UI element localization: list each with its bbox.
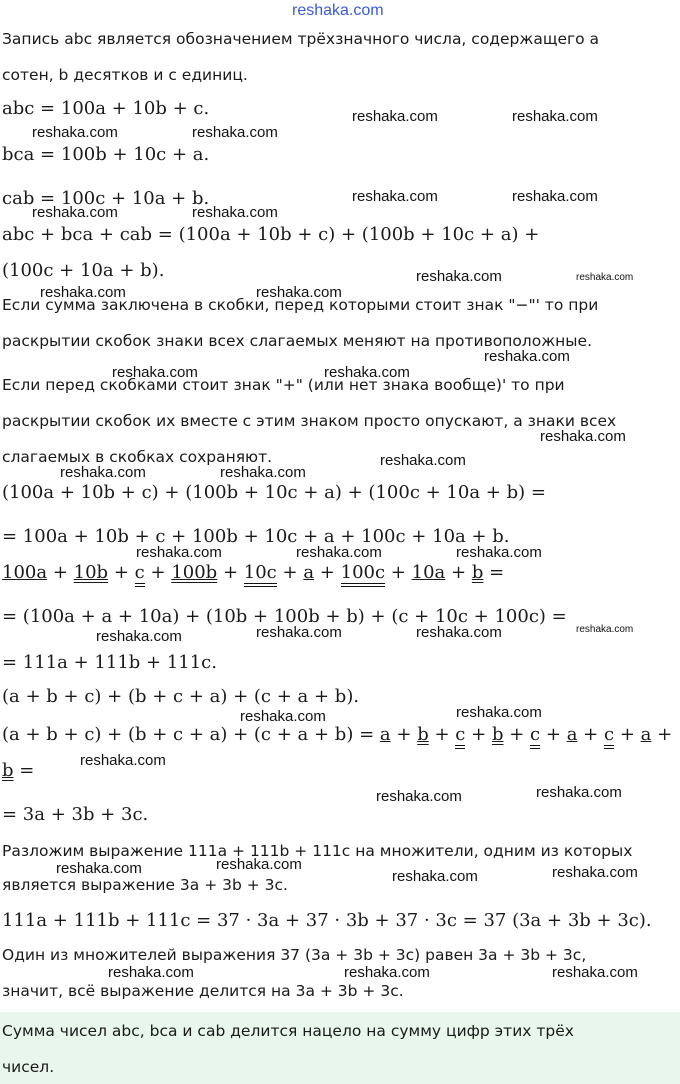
term: b (417, 724, 429, 745)
term: a (640, 724, 652, 745)
plus-sign: + (471, 724, 487, 745)
text-line: Один из множителей выражения 37 (3a + 3b + 3c) равен 3a + 3b + 3c, (2, 946, 587, 964)
equation-line: bca = 100b + 10c + a. (2, 144, 210, 165)
plus-sign: + (113, 562, 129, 583)
watermark: reshaka.com (256, 284, 342, 301)
watermark: reshaka.com (392, 868, 478, 885)
watermark: reshaka.com (296, 544, 382, 561)
conclusion-box (0, 1012, 680, 1084)
equation-line: (100c + 10a + b). (2, 260, 165, 281)
equals-sign: = (19, 760, 35, 781)
watermark: reshaka.com (60, 464, 146, 481)
term: 10c (244, 562, 277, 587)
watermark: reshaka.com (192, 204, 278, 221)
watermark: reshaka.com (512, 188, 598, 205)
plus-sign: + (390, 562, 406, 583)
equation-line: cab = 100c + 10a + b. (2, 188, 210, 209)
watermark: reshaka.com (352, 108, 438, 125)
underlined-letters-line-cont (2, 760, 34, 781)
watermark: reshaka.com (80, 752, 166, 769)
watermark: reshaka.com (456, 544, 542, 561)
term: b (2, 760, 14, 781)
equation-line: (100a + 10b + c) + (100b + 10c + a) + (100c + 10a + b) = (2, 482, 546, 503)
watermark: reshaka.com (192, 124, 278, 141)
watermark: reshaka.com (552, 964, 638, 981)
text-line: Если перед скобками стоит знак "+" (или нет знака вообще)' то при (2, 376, 565, 394)
watermark: reshaka.com (220, 464, 306, 481)
plus-sign: + (282, 562, 298, 583)
equation-line: = (100a + a + 10a) + (10b + 100b + b) + (c + 10c + 100c) = (2, 606, 567, 627)
watermark[interactable]: reshaka.com (292, 2, 384, 19)
plus-sign: + (222, 562, 239, 583)
text-line: раскрытии скобок их вместе с этим знаком просто опускают, а знаки всех (2, 412, 617, 430)
plus-sign: + (319, 562, 335, 583)
text-line: сотен, b десятков и c единиц. (2, 66, 248, 84)
watermark: reshaka.com (540, 428, 626, 445)
term: c (530, 724, 540, 749)
term: 10b (73, 562, 109, 583)
watermark: reshaka.com (512, 108, 598, 125)
underlined-letters-line (2, 724, 672, 745)
underlined-sum-line (2, 562, 504, 583)
watermark: reshaka.com (484, 348, 570, 365)
equation-line: = 3a + 3b + 3c. (2, 804, 149, 825)
watermark: reshaka.com (108, 964, 194, 981)
term: 100c (341, 562, 385, 587)
text-line: слагаемых в скобках сохраняют. (2, 448, 273, 466)
equation-line: (a + b + c) + (b + c + a) + (c + a + b). (2, 686, 360, 707)
term: a (379, 724, 391, 745)
term: c (135, 562, 145, 587)
watermark: reshaka.com (240, 708, 326, 725)
term: 100a (2, 562, 48, 583)
equation-line: = 100a + 10b + c + 100b + 10c + a + 100c + 10a + b. (2, 526, 510, 547)
watermark: reshaka.com (376, 788, 462, 805)
watermark: reshaka.com (136, 544, 222, 561)
equation-line: = 111a + 111b + 111c. (2, 652, 217, 673)
equation-line: abc = 100a + 10b + c. (2, 98, 210, 119)
watermark: reshaka.com (380, 452, 466, 469)
term: c (455, 724, 465, 749)
equals-sign: = (489, 562, 505, 583)
term: c (604, 724, 614, 749)
conclusion-text: Сумма чисел abc, bca и cab делится нацело на сумму цифр этих трёх (2, 1022, 574, 1040)
watermark: reshaka.com (96, 628, 182, 645)
text-line: значит, всё выражение делится на 3a + 3b + 3c. (2, 982, 404, 1000)
equation-line: 111a + 111b + 111c = 37 · 3a + 37 · 3b + 37 · 3c = 37 (3a + 3b + 3c). (2, 910, 652, 931)
text-line: Разложим выражение 111a + 111b + 111c на множители, одним из которых (2, 842, 633, 860)
equation-part: (a + b + c) + (b + c + a) + (c + a + b) = (2, 724, 375, 745)
plus-sign: + (509, 724, 525, 745)
watermark: reshaka.com (56, 860, 142, 877)
watermark: reshaka.com (416, 268, 502, 285)
plus-sign: + (583, 724, 599, 745)
watermark: reshaka.com (416, 624, 502, 641)
watermark: reshaka.com (40, 284, 126, 301)
term: 100b (171, 562, 218, 583)
watermark: reshaka.com (256, 624, 342, 641)
term: 10a (411, 562, 446, 583)
plus-sign: + (150, 562, 166, 583)
term: a (566, 724, 578, 745)
watermark: reshaka.com (216, 856, 302, 873)
watermark: reshaka.com (32, 204, 118, 221)
text-line: Запись abc является обозначением трёхзначного числа, содержащего a (2, 30, 600, 48)
watermark: reshaka.com (576, 272, 634, 283)
plus-sign: + (657, 724, 673, 745)
text-line: раскрытии скобок знаки всех слагаемых меняют на противоположные. (2, 332, 592, 350)
watermark: reshaka.com (552, 864, 638, 881)
plus-sign: + (545, 724, 561, 745)
equation-line: abc + bca + cab = (100a + 10b + c) + (100b + 10c + a) + (2, 224, 540, 245)
term: b (471, 562, 484, 583)
plus-sign: + (396, 724, 412, 745)
watermark: reshaka.com (32, 124, 118, 141)
watermark: reshaka.com (324, 364, 410, 381)
watermark: reshaka.com (352, 188, 438, 205)
watermark: reshaka.com (344, 964, 430, 981)
text-line: является выражение 3a + 3b + 3c. (2, 876, 288, 894)
watermark: reshaka.com (576, 624, 634, 635)
plus-sign: + (434, 724, 450, 745)
plus-sign: + (451, 562, 467, 583)
plus-sign: + (52, 562, 68, 583)
term: a (303, 562, 315, 583)
term: b (491, 724, 504, 745)
text-line: Если сумма заключена в скобки, перед которыми стоит знак "−"' то при (2, 296, 599, 314)
watermark: reshaka.com (536, 784, 622, 801)
conclusion-text: чисел. (2, 1058, 55, 1076)
watermark: reshaka.com (112, 364, 198, 381)
plus-sign: + (619, 724, 635, 745)
watermark: reshaka.com (456, 704, 542, 721)
